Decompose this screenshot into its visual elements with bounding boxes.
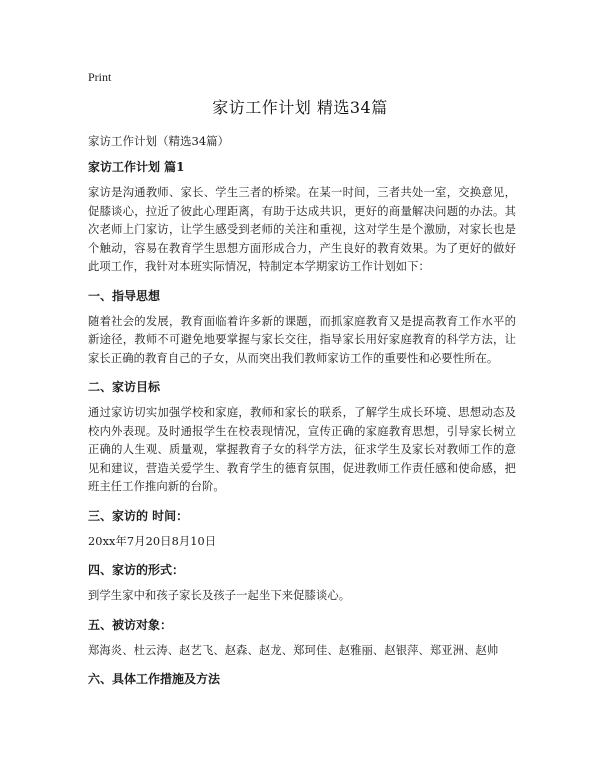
section-text-visit-time: 20xx年7月20日8月10日 <box>88 534 217 548</box>
section-heading-visit-targets: 五、被访对象： <box>88 617 173 632</box>
section-heading-visit-goals: 二、家访目标 <box>88 380 161 394</box>
section-text-visit-targets: 郑海炎、杜云涛、赵艺飞、赵森、赵龙、郑珂佳、赵雅丽、赵银萍、郑亚洲、赵帅 <box>88 643 499 657</box>
document-subtitle: 家访工作计划（精选34篇） <box>88 134 230 148</box>
intro-paragraph: 家访是沟通教师、家长、学生三者的桥梁。在某一时间，三者共处一室，交换意见，促膝谈心，拉近了彼此心理距离，有助于达成共识，更好的商量解决问题的办法。其次老师上门家访，让学生感受到老师的关注和重视，这对学生是个激励，对家长也是个触动，容易在教育学生思想方面形成合力，产生良好的教育效果。为了更好的做好此项工作，我针对本班实际情况，特制定本学期家访工作计划如下： <box>88 186 516 273</box>
section-text-visit-goals: 通过家访切实加强学校和家庭，教师和家长的联系，了解学生成长环境、思想动态及校内外表现。及时通报学生在校表现情况，宣传正确的家庭教育思想，引导家长树立正确的人生观、质量观，掌握教育子女的科学方法，征求学生及家长对教师工作的意见和建议，营造关爱学生、教育学生的德育氛围，促进教师工作责任感和使命感，把班主任工作推向新的台阶。 <box>88 406 516 493</box>
page-title: 家访工作计划 精选34篇 <box>212 98 388 117</box>
section-text-guiding-ideology: 随着社会的发展，教育面临着许多新的课题，而抓家庭教育又是提高教育工作水平的新途径，教师不可避免地要掌握与家长交往，指导家长用好家庭教育的科学方法，让家长正确的教育自己的子女，从而突出我们教师家访工作的重要性和必要性所在。 <box>88 314 516 365</box>
article-heading: 家访工作计划 篇1 <box>88 160 185 174</box>
section-heading-visit-time: 三、家访的 时间： <box>88 508 189 523</box>
section-heading-guiding-ideology: 一、指导思想 <box>88 288 161 303</box>
section-heading-visit-form: 四、家访的形式： <box>88 563 185 577</box>
section-text-visit-form: 到学生家中和孩子家长及孩子一起坐下来促膝谈心。 <box>88 589 351 602</box>
section-heading-measures: 六、具体工作措施及方法 <box>88 672 221 686</box>
document-body <box>88 132 516 696</box>
print-link[interactable]: Print <box>88 70 112 84</box>
